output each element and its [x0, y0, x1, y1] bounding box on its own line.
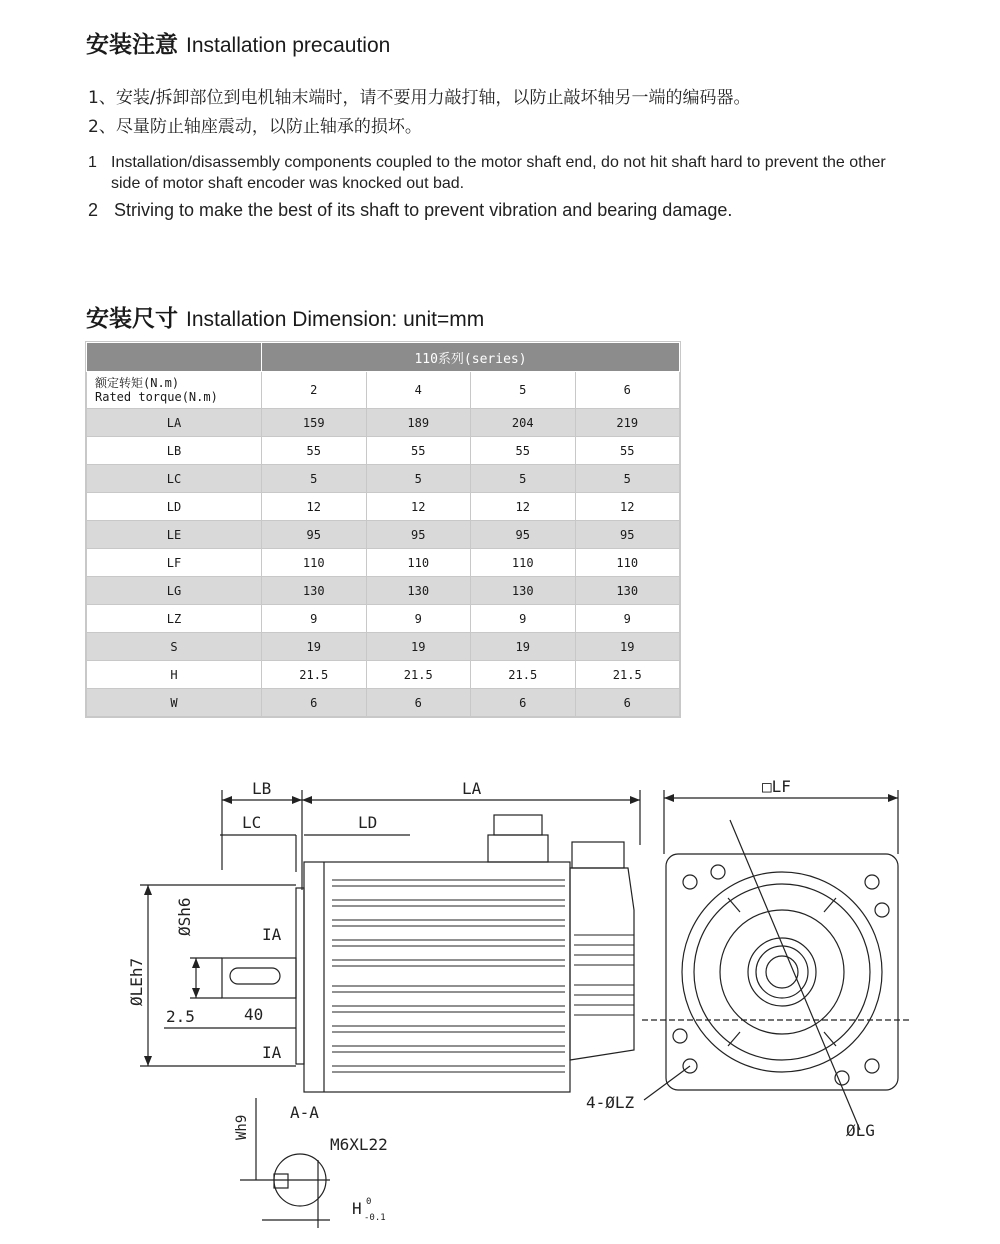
param-name: LB: [87, 437, 262, 465]
label-lg: ØLG: [846, 1121, 875, 1140]
power-connector: [488, 835, 548, 862]
label-sh6: ØSh6: [175, 897, 194, 936]
param-value: 19: [575, 633, 680, 661]
param-value: 19: [366, 633, 471, 661]
series-header-row: [87, 343, 680, 372]
table-row: [87, 661, 680, 689]
param-name: S: [87, 633, 262, 661]
param-value: 19: [262, 633, 367, 661]
param-value: 130: [471, 577, 576, 605]
param-value: 6: [471, 689, 576, 717]
param-name: LG: [87, 577, 262, 605]
shaft-keyway: [230, 968, 280, 984]
param-value: 21.5: [366, 661, 471, 689]
param-value: 12: [366, 493, 471, 521]
param-value: 21.5: [471, 661, 576, 689]
param-value: 130: [366, 577, 471, 605]
param-value: 95: [262, 521, 367, 549]
param-value: 110: [471, 549, 576, 577]
param-value: 130: [262, 577, 367, 605]
dimension-heading: [86, 300, 484, 333]
torque-label: [87, 372, 262, 409]
param-value: 55: [471, 437, 576, 465]
precaution-en-num-2: 2: [88, 200, 99, 220]
param-value: 110: [575, 549, 680, 577]
table-row: [87, 521, 680, 549]
param-value: 9: [262, 605, 367, 633]
label-ia-bottom: IA: [262, 1043, 282, 1062]
key-section: [274, 1174, 288, 1188]
lz-leader: [644, 1066, 690, 1100]
table-row: [87, 493, 680, 521]
motor-body: [304, 862, 570, 1092]
precaution-en-item-1-line1: Installation/disassembly components coupled to the motor shaft end, do not hit shaft hard to prevent the other: [111, 154, 886, 171]
torque-row: [87, 372, 680, 409]
precaution-title-zh: 安装注意: [86, 32, 178, 58]
precaution-heading: [86, 26, 390, 59]
torque-value: 4: [366, 372, 471, 409]
param-name: LF: [87, 549, 262, 577]
param-value: 110: [366, 549, 471, 577]
param-value: 21.5: [575, 661, 680, 689]
param-name: LC: [87, 465, 262, 493]
table-row: [87, 549, 680, 577]
table-row: [87, 633, 680, 661]
series-header: 110系列(series): [262, 343, 680, 372]
encoder-connector: [572, 842, 624, 868]
param-name: LZ: [87, 605, 262, 633]
precaution-zh-item-1: 1、安装/拆卸部位到电机轴末端时，请不要用力敲打轴，以防止敲坏轴另一端的编码器。: [88, 88, 751, 108]
precaution-en-item-2: Striving to make the best of its shaft to prevent vibration and bearing damage.: [114, 200, 733, 220]
param-name: H: [87, 661, 262, 689]
param-name: W: [87, 689, 262, 717]
torque-value: 2: [262, 372, 367, 409]
table-row: [87, 465, 680, 493]
param-value: 9: [575, 605, 680, 633]
label-4-lz: 4-ØLZ: [586, 1093, 635, 1112]
table-row: [87, 577, 680, 605]
label-ld: LD: [358, 813, 378, 832]
param-name: LE: [87, 521, 262, 549]
param-value: 5: [366, 465, 471, 493]
precaution-title-en: Installation precaution: [186, 34, 391, 57]
label-la: LA: [462, 779, 482, 798]
param-value: 5: [471, 465, 576, 493]
param-value: 21.5: [262, 661, 367, 689]
dimension-rows: [87, 409, 680, 717]
param-value: 55: [262, 437, 367, 465]
label-h: H: [352, 1199, 362, 1218]
precaution-en-item-1-line2: side of motor shaft encoder was knocked out bad.: [111, 175, 465, 192]
label-2-5: 2.5: [166, 1007, 195, 1026]
torque-value: 5: [471, 372, 576, 409]
param-value: 159: [262, 409, 367, 437]
param-name: LA: [87, 409, 262, 437]
dimension-title-zh: 安装尺寸: [86, 306, 178, 332]
torque-label-zh: 额定转矩(N.m): [95, 376, 180, 390]
label-h-lower-tol: -0.1: [364, 1213, 386, 1223]
torque-label-en: Rated torque(N.m): [95, 390, 218, 404]
motor-dimension-drawing: [0, 760, 1000, 1244]
label-lc: LC: [242, 813, 262, 832]
param-value: 9: [366, 605, 471, 633]
torque-value: 6: [575, 372, 680, 409]
param-value: 19: [471, 633, 576, 661]
param-value: 9: [471, 605, 576, 633]
param-value: 6: [262, 689, 367, 717]
label-m6xl22: M6XL22: [330, 1135, 388, 1154]
precaution-zh-item-2: 2、尽量防止轴座震动，以防止轴承的损坏。: [88, 117, 422, 137]
table-row: [87, 689, 680, 717]
front-boss: [748, 938, 816, 1006]
param-value: 95: [471, 521, 576, 549]
table-row: [87, 437, 680, 465]
param-value: 189: [366, 409, 471, 437]
shaft: [222, 958, 296, 998]
param-value: 6: [366, 689, 471, 717]
label-lf: □LF: [762, 777, 791, 796]
param-value: 110: [262, 549, 367, 577]
param-value: 130: [575, 577, 680, 605]
lg-leader: [730, 820, 860, 1130]
param-value: 95: [575, 521, 680, 549]
param-value: 12: [262, 493, 367, 521]
label-section-aa: A-A: [290, 1103, 319, 1122]
precaution-en-num-1: 1: [88, 154, 97, 171]
param-value: 55: [366, 437, 471, 465]
param-value: 5: [262, 465, 367, 493]
param-value: 204: [471, 409, 576, 437]
param-name: LD: [87, 493, 262, 521]
param-value: 6: [575, 689, 680, 717]
label-h-upper-tol: 0: [366, 1197, 372, 1207]
front-flange: [666, 854, 898, 1090]
table-row: [87, 409, 680, 437]
label-leh7: ØLEh7: [127, 957, 146, 1006]
label-lb: LB: [252, 779, 272, 798]
label-ia-top: IA: [262, 925, 282, 944]
dimension-title-en: Installation Dimension: unit=mm: [186, 308, 485, 331]
label-wh9: Wh9: [234, 1114, 250, 1140]
series-header-blank: [87, 343, 262, 372]
param-value: 5: [575, 465, 680, 493]
param-value: 55: [575, 437, 680, 465]
param-value: 12: [471, 493, 576, 521]
table-row: [87, 605, 680, 633]
param-value: 219: [575, 409, 680, 437]
dimension-table: [86, 342, 680, 717]
param-value: 12: [575, 493, 680, 521]
label-40: 40: [244, 1005, 264, 1024]
param-value: 95: [366, 521, 471, 549]
encoder-housing: [570, 868, 634, 1060]
